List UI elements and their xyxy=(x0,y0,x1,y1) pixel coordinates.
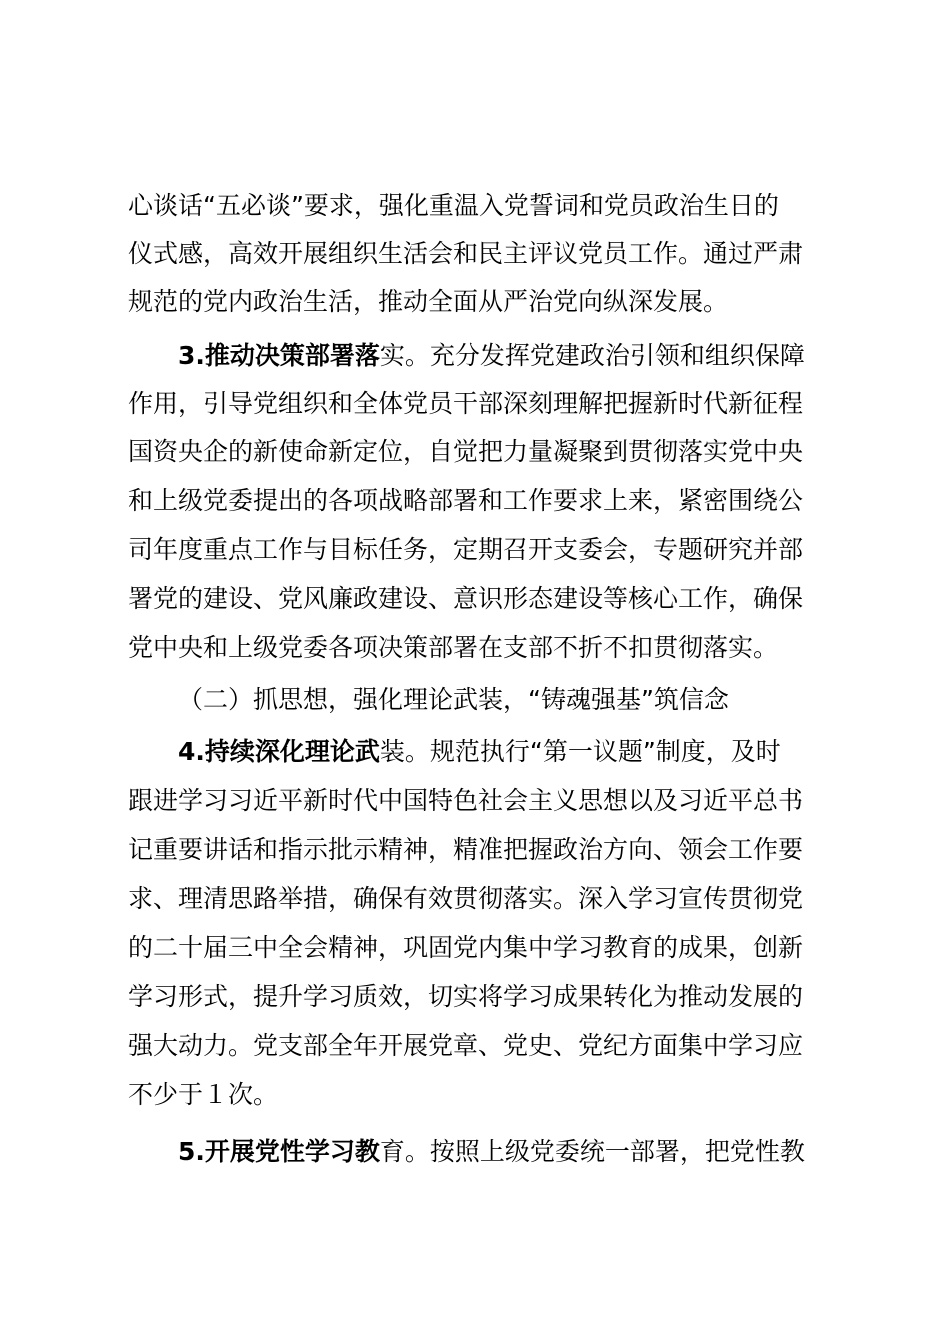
item-3-first-line xyxy=(178,332,848,380)
item-4-text: 装。规范执行“第一议题”制度，及时 xyxy=(379,737,781,766)
item-5-title: 5.开展党性学习教 xyxy=(178,1137,380,1166)
text-line: 的二十届三中全会精神，巩固党内集中学习教育的成果，创新 xyxy=(128,933,804,962)
text-line: 心谈话“五必谈”要求，强化重温入党誓词和党员政治生日的 xyxy=(128,191,779,220)
item-5-first-line xyxy=(178,1128,848,1176)
text-line: 署党的建设、党风廉政建设、意识形态建设等核心工作，确保 xyxy=(128,584,804,613)
item-4-title: 4.持续深化理论武 xyxy=(178,737,380,766)
item-4-first-line xyxy=(178,728,848,776)
section-heading: （二）抓思想，强化理论武装，“铸魂强基”筑信念 xyxy=(178,685,729,714)
item-5-text: 育。按照上级党委统一部署，把党性教 xyxy=(379,1137,805,1166)
item-3-text: 实。充分发挥党建政治引领和组织保障 xyxy=(379,341,805,370)
text-line: 党中央和上级党委各项决策部署在支部不折不扣贯彻落实。 xyxy=(128,633,779,662)
text-line: 仪式感，高效开展组织生活会和民主评议党员工作。通过严肃 xyxy=(128,239,804,268)
text-line: 学习形式，提升学习质效，切实将学习成果转化为推动发展的 xyxy=(128,982,804,1011)
text-line: 强大动力。党支部全年开展党章、党史、党纪方面集中学习应 xyxy=(128,1031,804,1060)
text-line: 跟进学习习近平新时代中国特色社会主义思想以及习近平总书 xyxy=(128,786,804,815)
text-line: 和上级党委提出的各项战略部署和工作要求上来，紧密围绕公 xyxy=(128,486,804,515)
text-line: 国资央企的新使命新定位，自觉把力量凝聚到贯彻落实党中央 xyxy=(128,437,804,466)
text-line: 求、理清思路举措，确保有效贯彻落实。深入学习宣传贯彻党 xyxy=(128,884,804,913)
item-3-title: 3.推动决策部署落 xyxy=(178,341,380,370)
text-line: 司年度重点工作与目标任务，定期召开支委会，专题研究并部 xyxy=(128,535,804,564)
text-line: 记重要讲话和指示批示精神，精准把握政治方向、领会工作要 xyxy=(128,835,804,864)
text-line: 作用，引导党组织和全体党员干部深刻理解把握新时代新征程 xyxy=(128,389,804,418)
text-line: 不少于１次。 xyxy=(128,1080,279,1109)
text-line: 规范的党内政治生活，推动全面从严治党向纵深发展。 xyxy=(128,287,729,316)
